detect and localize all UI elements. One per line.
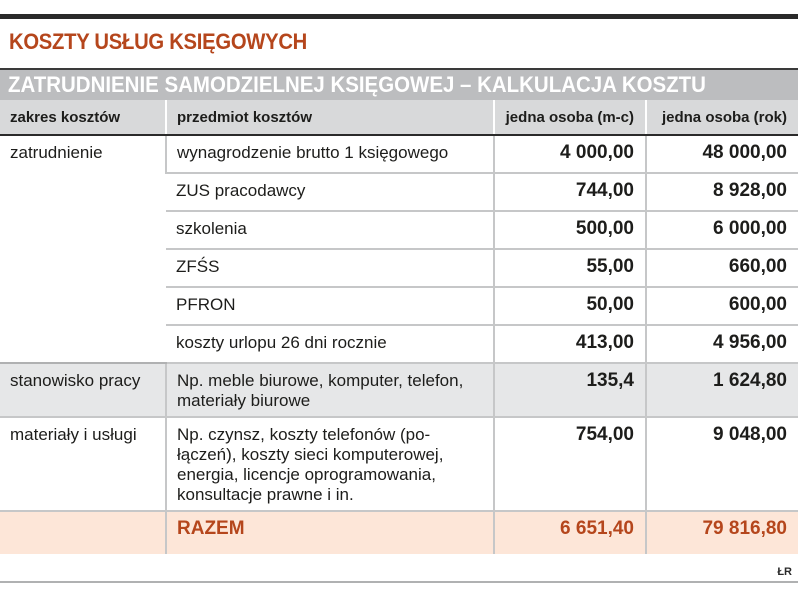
total-yearly: 79 816,80 [646,511,798,554]
yearly-cell: 6 000,00 [646,211,798,249]
cost-table [0,100,798,554]
total-monthly: 6 651,40 [494,511,646,554]
yearly-cell: 1 624,80 [646,363,798,417]
monthly-cell: 754,00 [494,417,646,511]
top-rule [0,14,798,19]
footer-rule [0,581,798,583]
item-cell: PFRON [166,287,494,325]
header-monthly: jedna osoba (m-c) [494,100,646,135]
cost-table-container [0,68,798,554]
yearly-cell: 660,00 [646,249,798,287]
monthly-cell: 744,00 [494,173,646,211]
yearly-cell: 48 000,00 [646,135,798,173]
table-row [0,135,798,173]
item-cell: Np. meble biurowe, komputer, telefon, materiały biurowe [166,363,494,417]
monthly-cell: 4 000,00 [494,135,646,173]
monthly-cell: 500,00 [494,211,646,249]
source-credit: ŁR [777,566,792,578]
item-cell: wynagrodzenie brutto 1 księgowego [166,135,494,173]
item-cell: szkolenia [166,211,494,249]
item-cell: ZFŚS [166,249,494,287]
main-title: KOSZTY USŁUG KSIĘGOWYCH [9,29,308,54]
header-yearly: jedna osoba (rok) [646,100,798,135]
monthly-cell: 50,00 [494,287,646,325]
category-cell: materiały i usługi [0,417,166,511]
item-cell: ZUS pracodawcy [166,173,494,211]
yearly-cell: 4 956,00 [646,325,798,363]
category-cell: zatrudnienie [0,135,166,363]
monthly-cell: 413,00 [494,325,646,363]
header-item: przedmiot kosztów [166,100,494,135]
category-cell: stanowisko pracy [0,363,166,417]
yearly-cell: 8 928,00 [646,173,798,211]
monthly-cell: 135,4 [494,363,646,417]
total-label: RAZEM [166,511,494,554]
table-subtitle-bar [0,68,798,100]
item-cell: Np. czynsz, koszty telefonów (po-łączeń), koszty sieci komputerowej, energia, licencje oprogramowania, konsultacje prawne i in. [166,417,494,511]
total-empty-cell [0,511,166,554]
total-row [0,511,798,554]
yearly-cell: 600,00 [646,287,798,325]
item-cell: koszty urlopu 26 dni rocznie [166,325,494,363]
header-row [0,100,798,135]
table-row [0,363,798,417]
monthly-cell: 55,00 [494,249,646,287]
yearly-cell: 9 048,00 [646,417,798,511]
table-row [0,417,798,511]
table-subtitle: ZATRUDNIENIE SAMODZIELNEJ KSIĘGOWEJ – KALKULACJA KOSZTU [8,72,706,97]
header-category: zakres kosztów [0,100,166,135]
